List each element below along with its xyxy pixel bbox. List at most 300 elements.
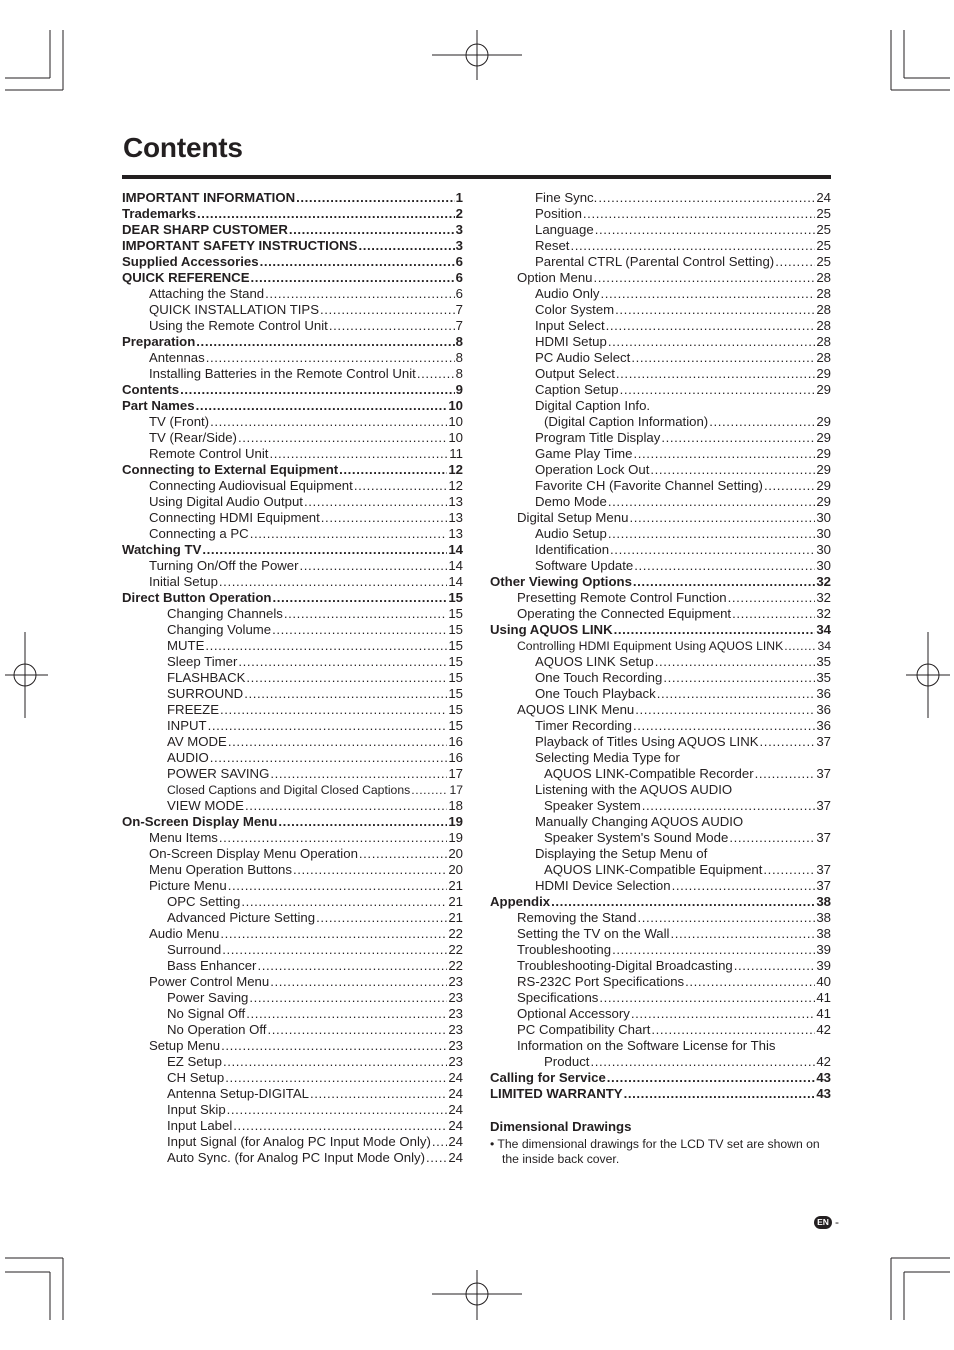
dot-leader bbox=[249, 990, 447, 1006]
toc-entry[interactable] bbox=[490, 798, 831, 814]
toc-entry[interactable] bbox=[122, 398, 463, 414]
toc-entry-label: HDMI Setup bbox=[535, 334, 607, 349]
toc-entry-page: 42 bbox=[816, 1022, 831, 1037]
toc-entry-page: 20 bbox=[448, 862, 463, 877]
toc-entry-label: LIMITED WARRANTY bbox=[490, 1086, 623, 1101]
toc-entry[interactable] bbox=[122, 366, 463, 382]
toc-entry[interactable] bbox=[490, 1006, 831, 1022]
toc-entry-label: On-Screen Display Menu Operation bbox=[149, 846, 358, 861]
toc-entry-page: 37 bbox=[816, 878, 831, 893]
toc-entry[interactable] bbox=[490, 1086, 831, 1102]
toc-entry-label: Trademarks bbox=[122, 206, 197, 221]
toc-entry[interactable] bbox=[490, 270, 831, 286]
page-number-suffix: - bbox=[835, 1215, 839, 1229]
toc-entry[interactable] bbox=[490, 670, 831, 686]
toc-entry[interactable] bbox=[490, 318, 831, 334]
toc-entry[interactable] bbox=[490, 238, 831, 254]
dot-leader bbox=[233, 1118, 447, 1134]
dimensional-drawings-note: • The dimensional drawings for the LCD TV set are shown on the inside back cover. bbox=[490, 1137, 820, 1166]
toc-entry-page: 14 bbox=[448, 542, 463, 557]
toc-entry[interactable] bbox=[122, 782, 463, 798]
toc-entry-page: 35 bbox=[816, 654, 831, 669]
toc-entry[interactable] bbox=[122, 1086, 463, 1102]
dot-leader bbox=[272, 622, 447, 638]
toc-entry-label: Audio Setup bbox=[535, 526, 607, 541]
toc-entry-label: AQUOS LINK Menu bbox=[517, 702, 635, 717]
toc-entry-label: POWER SAVING bbox=[167, 766, 270, 781]
dot-leader bbox=[196, 334, 454, 350]
dot-leader bbox=[635, 702, 815, 718]
toc-entry-label: Turning On/Off the Power bbox=[149, 558, 299, 573]
toc-entry[interactable] bbox=[122, 1038, 463, 1054]
toc-entry-page: 37 bbox=[816, 734, 831, 749]
toc-entry-label: Appendix bbox=[490, 894, 551, 909]
dot-leader bbox=[608, 334, 816, 350]
dot-leader bbox=[650, 462, 815, 478]
dot-leader bbox=[278, 814, 447, 830]
toc-entry[interactable] bbox=[490, 286, 831, 302]
toc-entry[interactable] bbox=[122, 334, 463, 350]
toc-entry[interactable] bbox=[490, 302, 831, 318]
toc-entry-label: Part Names bbox=[122, 398, 195, 413]
dot-leader bbox=[270, 974, 447, 990]
toc-entry[interactable] bbox=[490, 414, 831, 430]
toc-entry-page: 16 bbox=[448, 734, 463, 749]
toc-entry-page: 37 bbox=[816, 862, 831, 877]
toc-entry-label: Timer Recording bbox=[535, 718, 632, 733]
toc-entry-label: Contents bbox=[122, 382, 180, 397]
toc-entry-label: Connecting Audiovisual Equipment bbox=[149, 478, 353, 493]
toc-entry-label: No Operation Off bbox=[167, 1022, 267, 1037]
toc-entry-label: Operating the Connected Equipment bbox=[517, 606, 732, 621]
toc-entry[interactable] bbox=[122, 414, 463, 430]
toc-entry[interactable] bbox=[122, 606, 463, 622]
toc-entry-page: 14 bbox=[448, 574, 463, 589]
toc-entry-page: 29 bbox=[816, 494, 831, 509]
dot-leader bbox=[245, 798, 447, 814]
toc-entry-label: Audio Menu bbox=[149, 926, 220, 941]
toc-entry[interactable] bbox=[122, 190, 463, 206]
toc-entry-page: 24 bbox=[448, 1070, 463, 1085]
toc-entry[interactable] bbox=[490, 734, 831, 750]
toc-entry[interactable] bbox=[122, 350, 463, 366]
toc-entry-label: Parental CTRL (Parental Control Setting) bbox=[535, 254, 775, 269]
toc-entry-page: 39 bbox=[816, 942, 831, 957]
toc-entry[interactable] bbox=[122, 862, 463, 878]
dot-leader bbox=[246, 1006, 447, 1022]
toc-entry-page: 15 bbox=[448, 686, 463, 701]
toc-entry-page: 21 bbox=[448, 878, 463, 893]
toc-entry-label: Supplied Accessories bbox=[122, 254, 259, 269]
dot-leader bbox=[670, 926, 815, 942]
toc-entry[interactable] bbox=[490, 926, 831, 942]
toc-entry[interactable] bbox=[490, 254, 831, 270]
toc-entry-label: Digital Setup Menu bbox=[517, 510, 629, 525]
toc-entry-label: Digital Caption Info. bbox=[535, 398, 651, 413]
toc-entry-page: 15 bbox=[448, 590, 463, 605]
toc-entry-label: Audio Only bbox=[535, 286, 600, 301]
toc-entry[interactable] bbox=[122, 718, 463, 734]
toc-entry-page: 13 bbox=[448, 526, 463, 541]
toc-entry-label: SURROUND bbox=[167, 686, 244, 701]
toc-entry-label: Antenna Setup-DIGITAL bbox=[167, 1086, 309, 1101]
toc-entry[interactable] bbox=[122, 702, 463, 718]
toc-entry-label: Displaying the Setup Menu of bbox=[535, 846, 708, 861]
toc-entry-page: 39 bbox=[816, 958, 831, 973]
dot-leader bbox=[228, 734, 447, 750]
toc-entry[interactable] bbox=[490, 766, 831, 782]
dot-leader bbox=[672, 878, 816, 894]
toc-entry[interactable] bbox=[490, 878, 831, 894]
toc-entry-page: 15 bbox=[448, 718, 463, 733]
toc-entry[interactable] bbox=[122, 542, 463, 558]
toc-entry[interactable] bbox=[490, 366, 831, 382]
toc-entry-page: 35 bbox=[816, 670, 831, 685]
toc-entry[interactable] bbox=[122, 526, 463, 542]
toc-entry[interactable] bbox=[490, 462, 831, 478]
toc-entry-label: MUTE bbox=[167, 638, 205, 653]
toc-entry[interactable] bbox=[490, 510, 831, 526]
toc-entry[interactable] bbox=[122, 206, 463, 222]
dot-leader bbox=[246, 670, 447, 686]
toc-entry[interactable] bbox=[122, 590, 463, 606]
dot-leader bbox=[551, 894, 815, 910]
toc-entry-label: FLASHBACK bbox=[167, 670, 246, 685]
toc-entry[interactable] bbox=[122, 814, 463, 830]
toc-entry[interactable] bbox=[490, 894, 831, 910]
toc-entry-page: 6 bbox=[455, 254, 463, 269]
toc-entry[interactable] bbox=[122, 302, 463, 318]
dot-leader bbox=[208, 718, 448, 734]
toc-entry[interactable] bbox=[122, 382, 463, 398]
toc-entry[interactable] bbox=[122, 958, 463, 974]
toc-entry-label: VIEW MODE bbox=[167, 798, 244, 813]
toc-entry-page: 22 bbox=[448, 958, 463, 973]
toc-entry[interactable] bbox=[490, 750, 831, 766]
toc-entry-label: AQUOS LINK Setup bbox=[535, 654, 654, 669]
toc-entry-page: 11 bbox=[449, 446, 463, 461]
toc-entry[interactable] bbox=[490, 1054, 831, 1070]
toc-entry[interactable] bbox=[122, 990, 463, 1006]
toc-entry[interactable] bbox=[122, 910, 463, 926]
dot-leader bbox=[685, 974, 815, 990]
dot-leader bbox=[304, 494, 447, 510]
toc-entry-label: Input Select bbox=[535, 318, 605, 333]
toc-entry-page: 2 bbox=[455, 206, 463, 221]
toc-entry[interactable] bbox=[490, 574, 831, 590]
toc-entry[interactable] bbox=[122, 318, 463, 334]
toc-entry[interactable] bbox=[490, 910, 831, 926]
toc-entry[interactable] bbox=[490, 334, 831, 350]
toc-entry-page: 29 bbox=[816, 478, 831, 493]
toc-entry[interactable] bbox=[122, 798, 463, 814]
toc-entry[interactable] bbox=[122, 974, 463, 990]
dot-leader bbox=[763, 862, 815, 878]
dot-leader bbox=[238, 430, 447, 446]
toc-entry[interactable] bbox=[122, 238, 463, 254]
toc-entry[interactable] bbox=[122, 1102, 463, 1118]
toc-entry-label: Option Menu bbox=[517, 270, 593, 285]
toc-entry-page: 38 bbox=[816, 910, 831, 925]
toc-entry[interactable] bbox=[122, 878, 463, 894]
toc-entry-label: Picture Menu bbox=[149, 878, 227, 893]
toc-entry-page: 7 bbox=[455, 318, 463, 333]
toc-entry[interactable] bbox=[122, 254, 463, 270]
toc-entry-page: 28 bbox=[816, 350, 831, 365]
dot-leader bbox=[655, 654, 816, 670]
dot-leader bbox=[293, 862, 447, 878]
dot-leader bbox=[601, 286, 816, 302]
dot-leader bbox=[223, 1054, 447, 1070]
toc-entry-label: FREEZE bbox=[167, 702, 220, 717]
toc-entry[interactable] bbox=[122, 478, 463, 494]
toc-entry-page: 25 bbox=[816, 222, 831, 237]
toc-entry[interactable] bbox=[490, 350, 831, 366]
toc-entry[interactable] bbox=[122, 1134, 463, 1150]
toc-entry[interactable] bbox=[122, 942, 463, 958]
toc-entry[interactable] bbox=[490, 718, 831, 734]
toc-entry[interactable] bbox=[490, 942, 831, 958]
toc-entry[interactable] bbox=[490, 606, 831, 622]
dot-leader bbox=[289, 222, 455, 238]
toc-entry-label: AUDIO bbox=[167, 750, 209, 765]
dot-leader bbox=[642, 798, 816, 814]
dot-leader bbox=[657, 686, 816, 702]
toc-entry-page: 19 bbox=[448, 814, 463, 829]
toc-right-column bbox=[490, 190, 831, 1102]
toc-entry[interactable] bbox=[490, 1038, 831, 1054]
dot-leader bbox=[228, 878, 448, 894]
toc-entry-page: 29 bbox=[816, 414, 831, 429]
toc-entry-label: Menu Items bbox=[149, 830, 218, 845]
dot-leader bbox=[728, 590, 816, 606]
dot-leader bbox=[241, 894, 447, 910]
toc-entry-label: Using Digital Audio Output bbox=[149, 494, 303, 509]
dot-leader bbox=[272, 590, 447, 606]
toc-entry[interactable] bbox=[490, 958, 831, 974]
toc-entry[interactable] bbox=[122, 510, 463, 526]
dot-leader bbox=[358, 238, 454, 254]
toc-entry-label: Connecting HDMI Equipment bbox=[149, 510, 320, 525]
toc-entry[interactable] bbox=[490, 686, 831, 702]
toc-entry[interactable] bbox=[122, 846, 463, 862]
toc-entry[interactable] bbox=[122, 654, 463, 670]
toc-entry-label: Using the Remote Control Unit bbox=[149, 318, 328, 333]
dot-leader bbox=[221, 1038, 447, 1054]
toc-entry[interactable] bbox=[490, 526, 831, 542]
toc-entry[interactable] bbox=[122, 494, 463, 510]
toc-entry[interactable] bbox=[490, 590, 831, 606]
toc-left-column bbox=[122, 190, 463, 1166]
toc-entry[interactable] bbox=[122, 750, 463, 766]
toc-entry[interactable] bbox=[490, 190, 831, 206]
toc-entry[interactable] bbox=[122, 222, 463, 238]
dot-leader bbox=[624, 1086, 816, 1102]
dot-leader bbox=[583, 206, 815, 222]
toc-entry[interactable] bbox=[490, 638, 831, 654]
dot-leader bbox=[634, 558, 815, 574]
dot-leader bbox=[755, 766, 816, 782]
toc-entry-page: 23 bbox=[448, 1038, 463, 1053]
toc-entry[interactable] bbox=[122, 830, 463, 846]
dimensional-drawings-section bbox=[490, 1119, 830, 1167]
toc-entry-page: 23 bbox=[448, 1054, 463, 1069]
toc-entry-label: IMPORTANT SAFETY INSTRUCTIONS bbox=[122, 238, 358, 253]
toc-entry[interactable] bbox=[490, 382, 831, 398]
dot-leader bbox=[784, 638, 816, 654]
toc-entry-page: 25 bbox=[816, 238, 831, 253]
toc-entry-label: Reset bbox=[535, 238, 570, 253]
toc-entry-page: 36 bbox=[816, 702, 831, 717]
toc-entry-label: Software Update bbox=[535, 558, 634, 573]
toc-entry[interactable] bbox=[122, 670, 463, 686]
toc-entry-label: CH Setup bbox=[167, 1070, 225, 1085]
toc-entry[interactable] bbox=[490, 446, 831, 462]
dot-leader bbox=[321, 510, 448, 526]
toc-entry[interactable] bbox=[490, 702, 831, 718]
toc-entry-page: 23 bbox=[448, 974, 463, 989]
dot-leader bbox=[257, 958, 447, 974]
dot-leader bbox=[661, 430, 815, 446]
toc-entry[interactable] bbox=[122, 1006, 463, 1022]
toc-entry-label: Connecting to External Equipment bbox=[122, 462, 339, 477]
toc-entry[interactable] bbox=[122, 1150, 463, 1166]
toc-entry-page: 29 bbox=[816, 382, 831, 397]
toc-entry-page: 15 bbox=[448, 606, 463, 621]
toc-entry[interactable] bbox=[122, 270, 463, 286]
toc-entry-label: Power Control Menu bbox=[149, 974, 270, 989]
toc-entry-page: 30 bbox=[816, 542, 831, 557]
dot-leader bbox=[610, 542, 815, 558]
dot-leader bbox=[339, 462, 447, 478]
dot-leader bbox=[775, 254, 815, 270]
toc-entry[interactable] bbox=[122, 430, 463, 446]
toc-entry-label: EZ Setup bbox=[167, 1054, 222, 1069]
toc-entry-label: Fine Sync. bbox=[535, 190, 598, 205]
toc-entry-label: Demo Mode bbox=[535, 494, 607, 509]
toc-entry[interactable] bbox=[490, 654, 831, 670]
toc-entry-label: Input Skip bbox=[167, 1102, 226, 1117]
toc-entry-label: Bass Enhancer bbox=[167, 958, 257, 973]
toc-entry-label: Antennas bbox=[149, 350, 205, 365]
toc-entry-label: Power Saving bbox=[167, 990, 249, 1005]
toc-entry[interactable] bbox=[122, 286, 463, 302]
toc-entry-page: 12 bbox=[448, 478, 463, 493]
dot-leader bbox=[222, 942, 447, 958]
dot-leader bbox=[638, 910, 816, 926]
toc-entry-label: Troubleshooting bbox=[517, 942, 612, 957]
toc-entry-label: Selecting Media Type for bbox=[535, 750, 680, 765]
toc-entry[interactable] bbox=[122, 446, 463, 462]
toc-entry-page: 15 bbox=[448, 622, 463, 637]
toc-entry-label: Connecting a PC bbox=[149, 526, 249, 541]
toc-entry-page: 28 bbox=[816, 270, 831, 285]
toc-entry-label: AQUOS LINK-Compatible Recorder bbox=[544, 766, 754, 781]
toc-entry-page: 23 bbox=[448, 1022, 463, 1037]
toc-entry[interactable] bbox=[122, 558, 463, 574]
dot-leader bbox=[269, 446, 448, 462]
toc-entry-page: 43 bbox=[816, 1070, 831, 1085]
toc-entry[interactable] bbox=[490, 990, 831, 1006]
toc-entry[interactable] bbox=[490, 622, 831, 638]
dot-leader bbox=[202, 542, 447, 558]
toc-entry[interactable] bbox=[122, 1118, 463, 1134]
toc-entry[interactable] bbox=[122, 1022, 463, 1038]
dot-leader bbox=[734, 958, 816, 974]
toc-entry[interactable] bbox=[122, 926, 463, 942]
toc-entry-page: 10 bbox=[448, 430, 463, 445]
toc-entry[interactable] bbox=[490, 222, 831, 238]
toc-entry-label: AV MODE bbox=[167, 734, 227, 749]
dot-leader bbox=[633, 574, 815, 590]
toc-entry-label: Output Select bbox=[535, 366, 615, 381]
toc-entry[interactable] bbox=[122, 638, 463, 654]
toc-entry-label: Speaker System's Sound Mode bbox=[544, 830, 729, 845]
dot-leader bbox=[631, 350, 815, 366]
toc-entry-label: Manually Changing AQUOS AUDIO bbox=[535, 814, 744, 829]
toc-entry[interactable] bbox=[490, 398, 831, 414]
dot-leader bbox=[180, 382, 455, 398]
toc-entry[interactable] bbox=[490, 430, 831, 446]
toc-entry[interactable] bbox=[490, 558, 831, 574]
toc-entry[interactable] bbox=[122, 1054, 463, 1070]
toc-entry-label: PC Audio Select bbox=[535, 350, 631, 365]
toc-entry-page: 22 bbox=[448, 942, 463, 957]
toc-entry-label: Presetting Remote Control Function bbox=[517, 590, 727, 605]
toc-entry-label: Troubleshooting-Digital Broadcasting bbox=[517, 958, 733, 973]
toc-entry[interactable] bbox=[122, 894, 463, 910]
toc-entry[interactable] bbox=[490, 846, 831, 862]
toc-entry[interactable] bbox=[490, 814, 831, 830]
dot-leader bbox=[615, 302, 815, 318]
dot-leader bbox=[210, 750, 448, 766]
dot-leader bbox=[284, 606, 447, 622]
toc-entry[interactable] bbox=[122, 766, 463, 782]
toc-entry-page: 6 bbox=[455, 286, 463, 301]
toc-entry[interactable] bbox=[122, 462, 463, 478]
toc-entry-label: On-Screen Display Menu bbox=[122, 814, 278, 829]
toc-entry[interactable] bbox=[490, 830, 831, 846]
toc-entry[interactable] bbox=[490, 974, 831, 990]
toc-entry[interactable] bbox=[490, 782, 831, 798]
toc-entry[interactable] bbox=[490, 542, 831, 558]
toc-entry-label: AQUOS LINK-Compatible Equipment bbox=[544, 862, 763, 877]
toc-entry[interactable] bbox=[490, 478, 831, 494]
toc-entry[interactable] bbox=[490, 1022, 831, 1038]
toc-entry-label: Optional Accessory bbox=[517, 1006, 630, 1021]
toc-entry[interactable] bbox=[122, 622, 463, 638]
toc-entry[interactable] bbox=[490, 862, 831, 878]
toc-entry[interactable] bbox=[490, 494, 831, 510]
toc-entry-page: 38 bbox=[816, 926, 831, 941]
dot-leader bbox=[616, 366, 815, 382]
toc-entry-page: 8 bbox=[455, 334, 463, 349]
toc-entry-label: PC Compatibility Chart bbox=[517, 1022, 651, 1037]
toc-entry[interactable] bbox=[122, 686, 463, 702]
toc-entry[interactable] bbox=[490, 206, 831, 222]
toc-entry-page: 8 bbox=[455, 366, 463, 381]
toc-entry-label: RS-232C Port Specifications bbox=[517, 974, 685, 989]
toc-entry[interactable] bbox=[490, 1070, 831, 1086]
toc-entry-label: Advanced Picture Setting bbox=[167, 910, 316, 925]
toc-entry-label: TV (Front) bbox=[149, 414, 210, 429]
toc-entry-page: 29 bbox=[816, 430, 831, 445]
toc-entry[interactable] bbox=[122, 574, 463, 590]
dot-leader bbox=[206, 350, 455, 366]
toc-entry[interactable] bbox=[122, 734, 463, 750]
toc-entry[interactable] bbox=[122, 1070, 463, 1086]
toc-entry-page: 8 bbox=[455, 350, 463, 365]
